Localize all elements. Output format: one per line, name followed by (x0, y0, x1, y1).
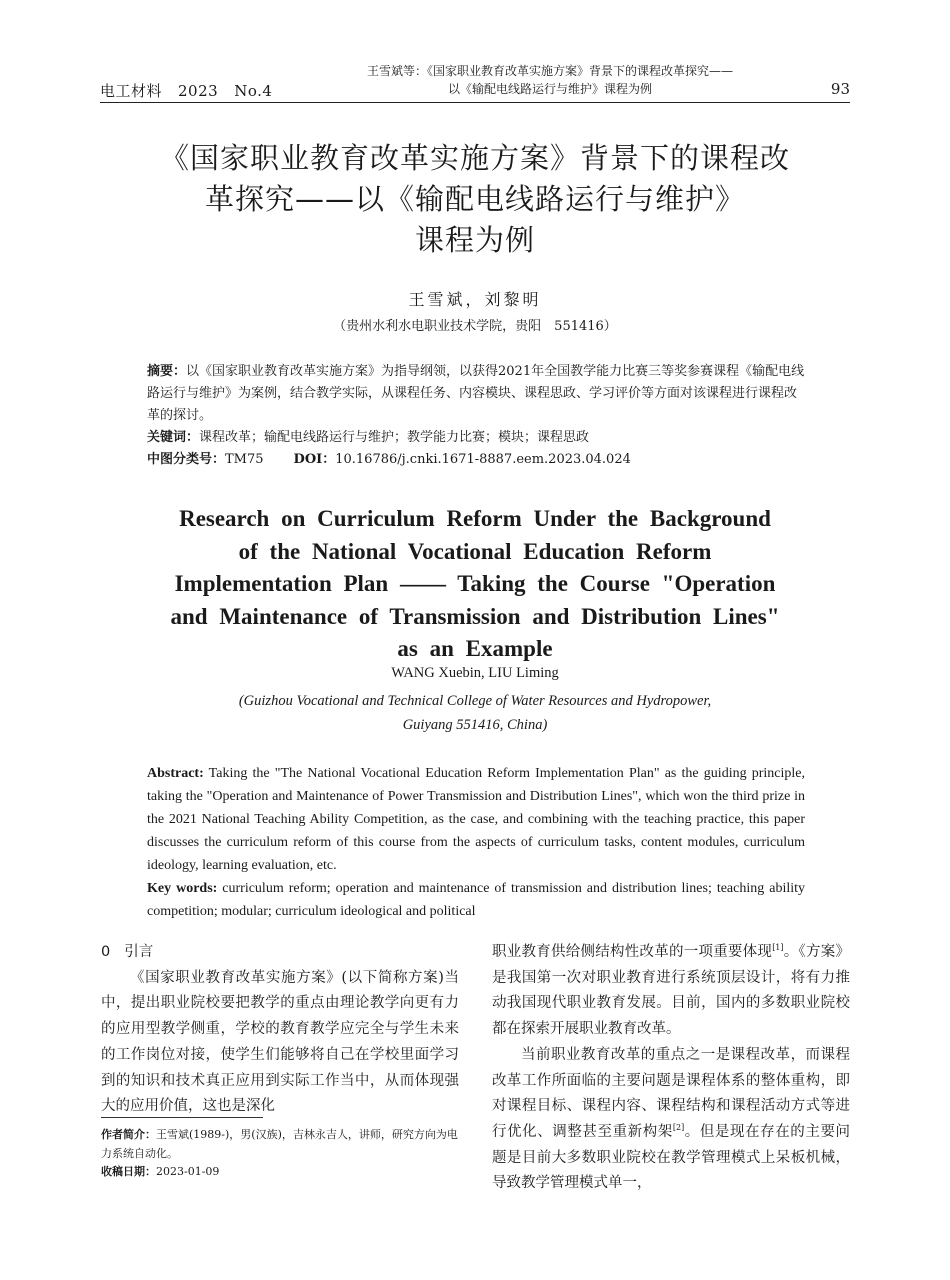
title-en-line4: and Maintenance of Transmission and Distribution Lines" (170, 603, 780, 629)
title-en-line3: Implementation Plan —— Taking the Course "Operation (174, 571, 776, 596)
citation-2[interactable]: [2] (672, 1123, 685, 1133)
abstract-en (147, 762, 805, 923)
abstract-en-paragraph (147, 762, 805, 877)
citation-1[interactable]: [1] (772, 943, 784, 953)
running-title-line2: 以《输配电线路运行与维护》课程为例 (447, 82, 652, 96)
intro-paragraph-1-continued (492, 940, 850, 1043)
authors-cn: 王雪斌，刘黎明 (408, 290, 542, 309)
affiliation-en (100, 689, 850, 737)
author-bio (101, 1126, 463, 1163)
body-column-left (101, 940, 459, 1120)
running-title (310, 62, 790, 98)
affiliation-en-line2: Guiyang 551416, China) (402, 717, 548, 733)
title-en-line5: as an Example (397, 636, 553, 661)
title-cn-line1: 《国家职业教育改革实施方案》背景下的课程改 (159, 141, 790, 175)
body-column-right (492, 940, 850, 1197)
affiliation-en-line1: (Guizhou Vocational and Technical College of Water Resources and Hydropower, (238, 693, 712, 709)
title-en-line2: of the National Vocational Education Reform (238, 538, 712, 564)
para1-cont-text: 职业教育供给侧结构性改革的一项重要体现 (492, 944, 773, 960)
abstract-en-text: Taking the "The National Vocational Education Reform Implementation Plan" as the guiding principle, taking the "Operation and Maintenance of Power Transmission and Distribution Lines", which won the third prize in the 2021 National Teaching Ability Competition, as the case, and combining with the teaching practice, this paper discusses the curriculum reform of this course from the aspects of curriculum tasks, content modules, curriculum ideology, learning evaluation, etc. (147, 766, 805, 873)
keywords-cn-text: 课程改革；输配电线路运行与维护；教学能力比赛；模块；课程思政 (199, 430, 590, 445)
received-date (101, 1163, 463, 1182)
clc-doi-line (147, 449, 807, 471)
doi-value: 10.16786/j.cnki.1671-8887.eem.2023.04.024 (335, 452, 631, 467)
abstract-cn-paragraph (147, 361, 807, 427)
abstract-cn-label: 摘要： (147, 364, 187, 379)
affiliation-cn: （贵州水利水电职业技术学院，贵阳 551416） (333, 319, 617, 334)
keywords-en (147, 877, 805, 923)
title-cn-line3: 课程为例 (414, 223, 535, 257)
received-label: 收稿日期： (101, 1165, 156, 1178)
title-en (100, 503, 850, 666)
header-rule (100, 102, 850, 103)
intro-paragraph-1: 《国家职业教育改革实施方案》(以下简称方案)当中，提出职业院校要把教学的重点由理论教学向更有力的应用型教学侧重，学校的教育教学应完全与学生未来的工作岗位对接，使学生们能够将自己在学校里面学习到的知识和技术真正应用到实际工作当中，从而体现强大的应用价值，这也是深化 (101, 969, 459, 1115)
section-number: 0 (101, 944, 111, 960)
title-cn (100, 138, 850, 261)
abstract-en-label: Abstract: (147, 766, 204, 781)
author-bio-text: 王雪斌(1989-)，男(汉族)，吉林永吉人，讲师，研究方向为电力系统自动化。 (101, 1128, 458, 1160)
para2-text: 当前职业教育改革的重点之一是课程改革，而课程改革工作所面临的主要问题是课程体系的整体重构，即对课程目标、课程内容、课程结构和课程活动方式等进行优化、调整甚至重新构架 (492, 1046, 850, 1140)
keywords-cn-label: 关键词： (147, 430, 200, 445)
title-cn-line2: 革探究——以《输配电线路运行与维护》 (204, 182, 745, 216)
abstract-cn (147, 361, 807, 471)
author-bio-label: 作者简介： (101, 1128, 156, 1141)
journal-name: 电工材料 (100, 82, 163, 100)
journal-header (100, 80, 288, 101)
section-title: 引言 (124, 944, 154, 960)
section-heading (101, 940, 459, 966)
clc-label: 中图分类号： (147, 452, 226, 467)
keywords-cn (147, 427, 807, 449)
clc-value: TM75 (225, 452, 264, 467)
footnotes (101, 1126, 463, 1182)
intro-paragraph-2 (492, 1043, 850, 1197)
keywords-en-label: Key words: (147, 881, 218, 896)
para1-cont-text2: 。《方案》是我国第一次对职业教育进行系统顶层设计，将有力推动我国现代职业教育发展。目前，国内的多数职业院校都在探索开展职业教育改革。 (492, 944, 851, 1038)
abstract-cn-text: 以《国家职业教育改革实施方案》为指导纲领，以获得2021年全国教学能力比赛三等奖参赛课程《输配电线路运行与维护》为案例，结合教学实际，从课程任务、内容模块、课程思政、学习评价等方面对该课程进行课程改革的探讨。 (147, 364, 805, 423)
journal-year: 2023 (178, 82, 219, 100)
keywords-en-text: curriculum reform; operation and maintenance of transmission and distribution lines; teaching ability competition; modular; curriculum ideological and political (147, 881, 805, 919)
footnote-rule (101, 1117, 263, 1118)
para2-cont-text: 。但是现在存在的主要问题是目前大多数职业院校在教学管理模式上呆板机械，导致教学管理模式单一， (492, 1123, 851, 1192)
journal-issue: No.4 (234, 82, 273, 100)
authors-en: WANG Xuebin, LIU Liming (391, 665, 559, 681)
running-title-line1: 王雪斌等：《国家职业教育改革实施方案》背景下的课程改革探究—— (366, 64, 733, 78)
doi-label: DOI： (293, 452, 336, 467)
received-value: 2023-01-09 (156, 1165, 220, 1178)
page-number: 93 (830, 80, 850, 98)
title-en-line1: Research on Curriculum Reform Under the Background (179, 506, 771, 531)
